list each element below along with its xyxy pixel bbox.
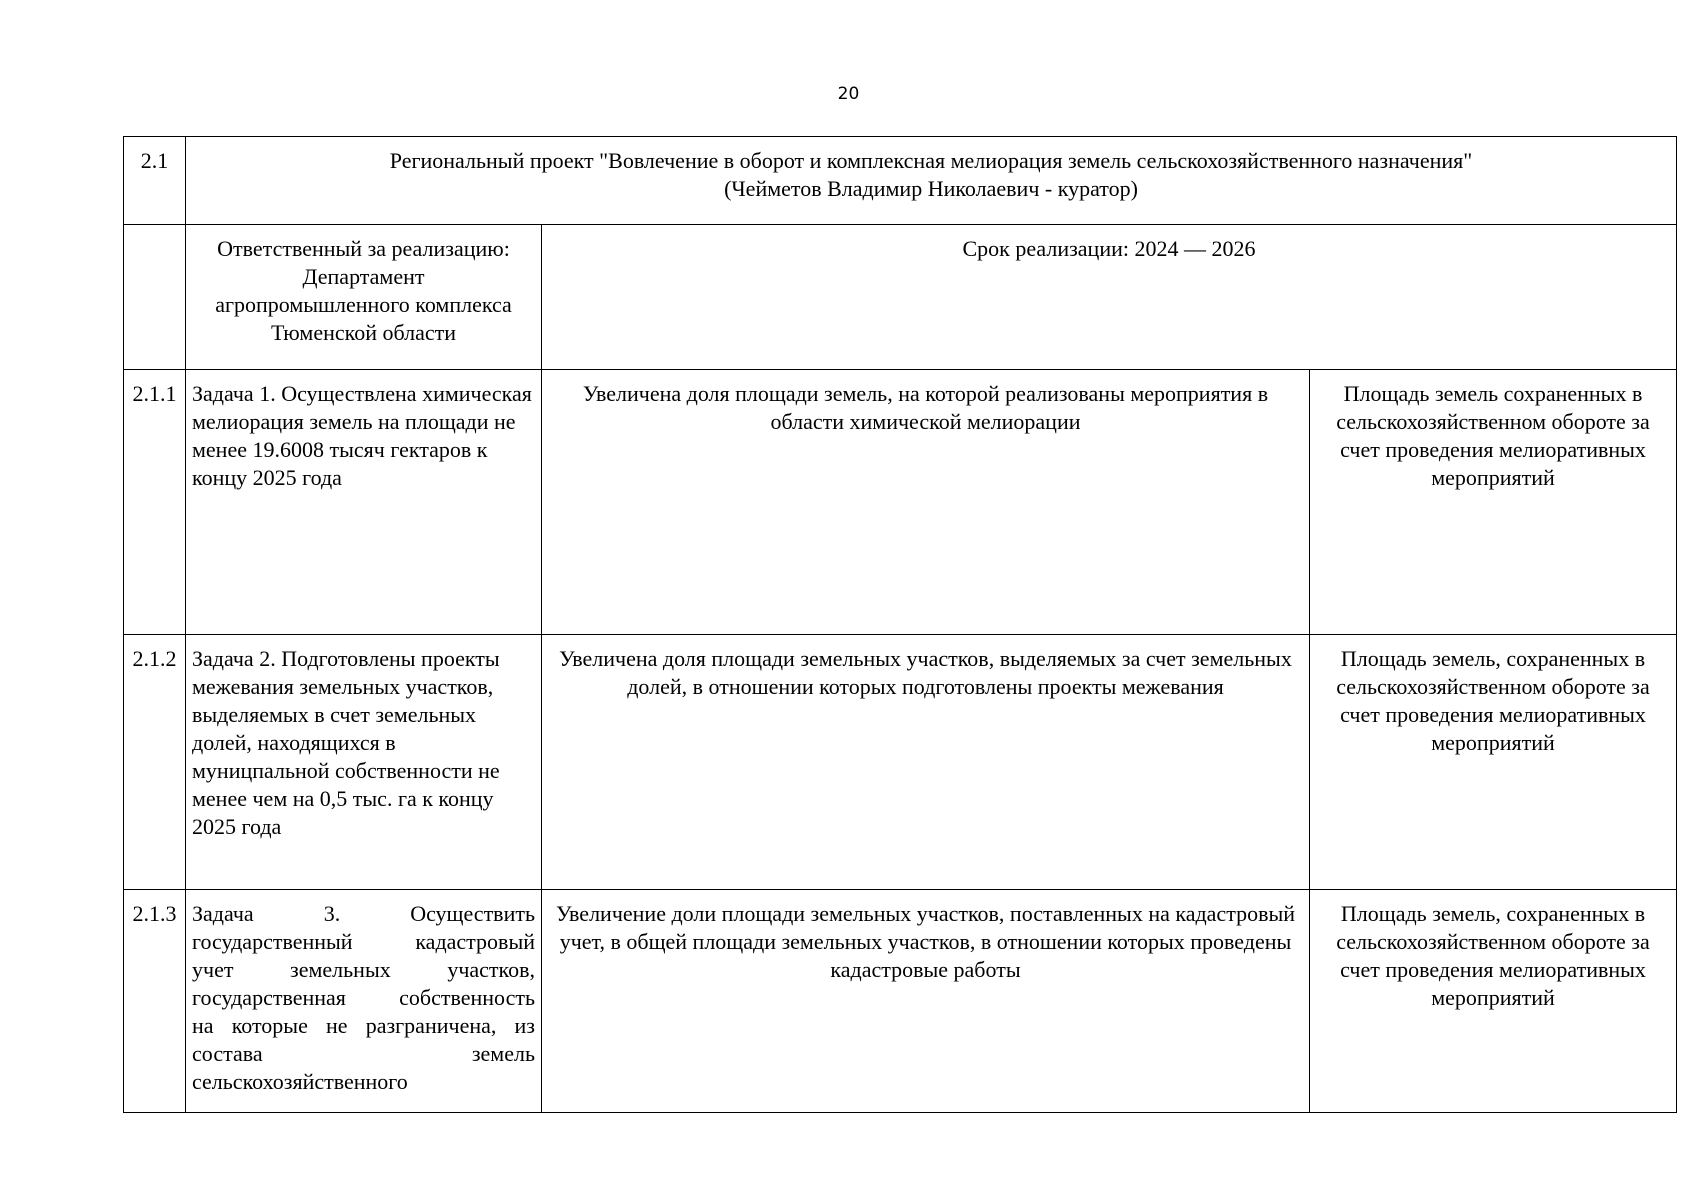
task-cell [186, 890, 542, 1113]
program-table [123, 136, 1677, 1113]
task-line: государственная собственность [192, 985, 535, 1010]
result-text: Увеличение доли площади земельных участков, поставленных на кадастровый учет, в общей площади земельных участков, в отношении которых проведены кадастровые работы [555, 901, 1296, 982]
project-title-cell [186, 137, 1677, 225]
responsible-line: агропромышленного комплекса [215, 292, 512, 317]
task-text: Задача 1. Осуществлена химическая мелиорация земель на площади не менее 19.6008 тысяч гектаров к концу 2025 года [192, 381, 532, 490]
task-line: государственный кадастровый [192, 929, 535, 954]
task-line: на которые не разграничена, из [192, 1013, 535, 1038]
project-number: 2.1 [140, 148, 169, 173]
result-text: Увеличена доля площади земельных участков, выделяемых за счет земельных долей, в отношении которых подготовлены проекты межевания [559, 646, 1292, 699]
result-text: Увеличена доля площади земель, на которой реализованы мероприятия в области химической мелиорации [582, 381, 1269, 434]
responsible-cell [186, 225, 542, 370]
task-text: Задача 2. Подготовлены проекты межевания земельных участков, выделяемых в счет земельных долей, находящихся в муницпальной собственности не менее чем на 0,5 тыс. га к концу 2025 года [192, 646, 500, 839]
task-line: учет земельных участков, [192, 957, 535, 982]
responsible-line: Департамент [302, 264, 425, 289]
task-number: 2.1.2 [132, 646, 177, 671]
table-row-project [124, 137, 1677, 225]
project-title: Региональный проект "Вовлечение в оборот и комплексная мелиорация земель сельскохозяйственного назначения" [389, 148, 1473, 173]
indicator-cell [1310, 635, 1677, 890]
indicator-cell [1310, 370, 1677, 635]
indicator-text: Площадь земель, сохраненных в сельскохозяйственном обороте за счет проведения мелиоративных мероприятий [1336, 646, 1650, 755]
result-cell [542, 370, 1310, 635]
indicator-text: Площадь земель сохраненных в сельскохозяйственном обороте за счет проведения мелиоративных мероприятий [1336, 381, 1650, 490]
table-row-task [124, 890, 1677, 1113]
table-row-task [124, 370, 1677, 635]
result-cell [542, 635, 1310, 890]
task-line: состава земель [192, 1041, 535, 1066]
implementation-term: Срок реализации: 2024 — 2026 [962, 236, 1256, 261]
indicator-cell [1310, 890, 1677, 1113]
term-cell [542, 225, 1677, 370]
empty-cell [124, 225, 186, 370]
task-number-cell [124, 635, 186, 890]
indicator-text: Площадь земель, сохраненных в сельскохозяйственном обороте за счет проведения мелиоративных мероприятий [1336, 901, 1650, 1010]
task-number-cell [124, 370, 186, 635]
task-line: сельскохозяйственного [192, 1069, 408, 1094]
result-cell [542, 890, 1310, 1113]
page-number: 20 [837, 84, 860, 104]
table-row-responsible [124, 225, 1677, 370]
project-curator: (Чейметов Владимир Николаевич - куратор) [724, 176, 1138, 201]
task-line: Задача 3. Осуществить [192, 901, 535, 926]
task-cell [186, 370, 542, 635]
task-cell [186, 635, 542, 890]
task-number-cell [124, 890, 186, 1113]
project-number-cell [124, 137, 186, 225]
table-row-task [124, 635, 1677, 890]
task-number: 2.1.3 [132, 901, 177, 926]
responsible-line: Тюменской области [270, 320, 457, 345]
responsible-line: Ответственный за реализацию: [217, 236, 510, 261]
task-number: 2.1.1 [132, 381, 177, 406]
